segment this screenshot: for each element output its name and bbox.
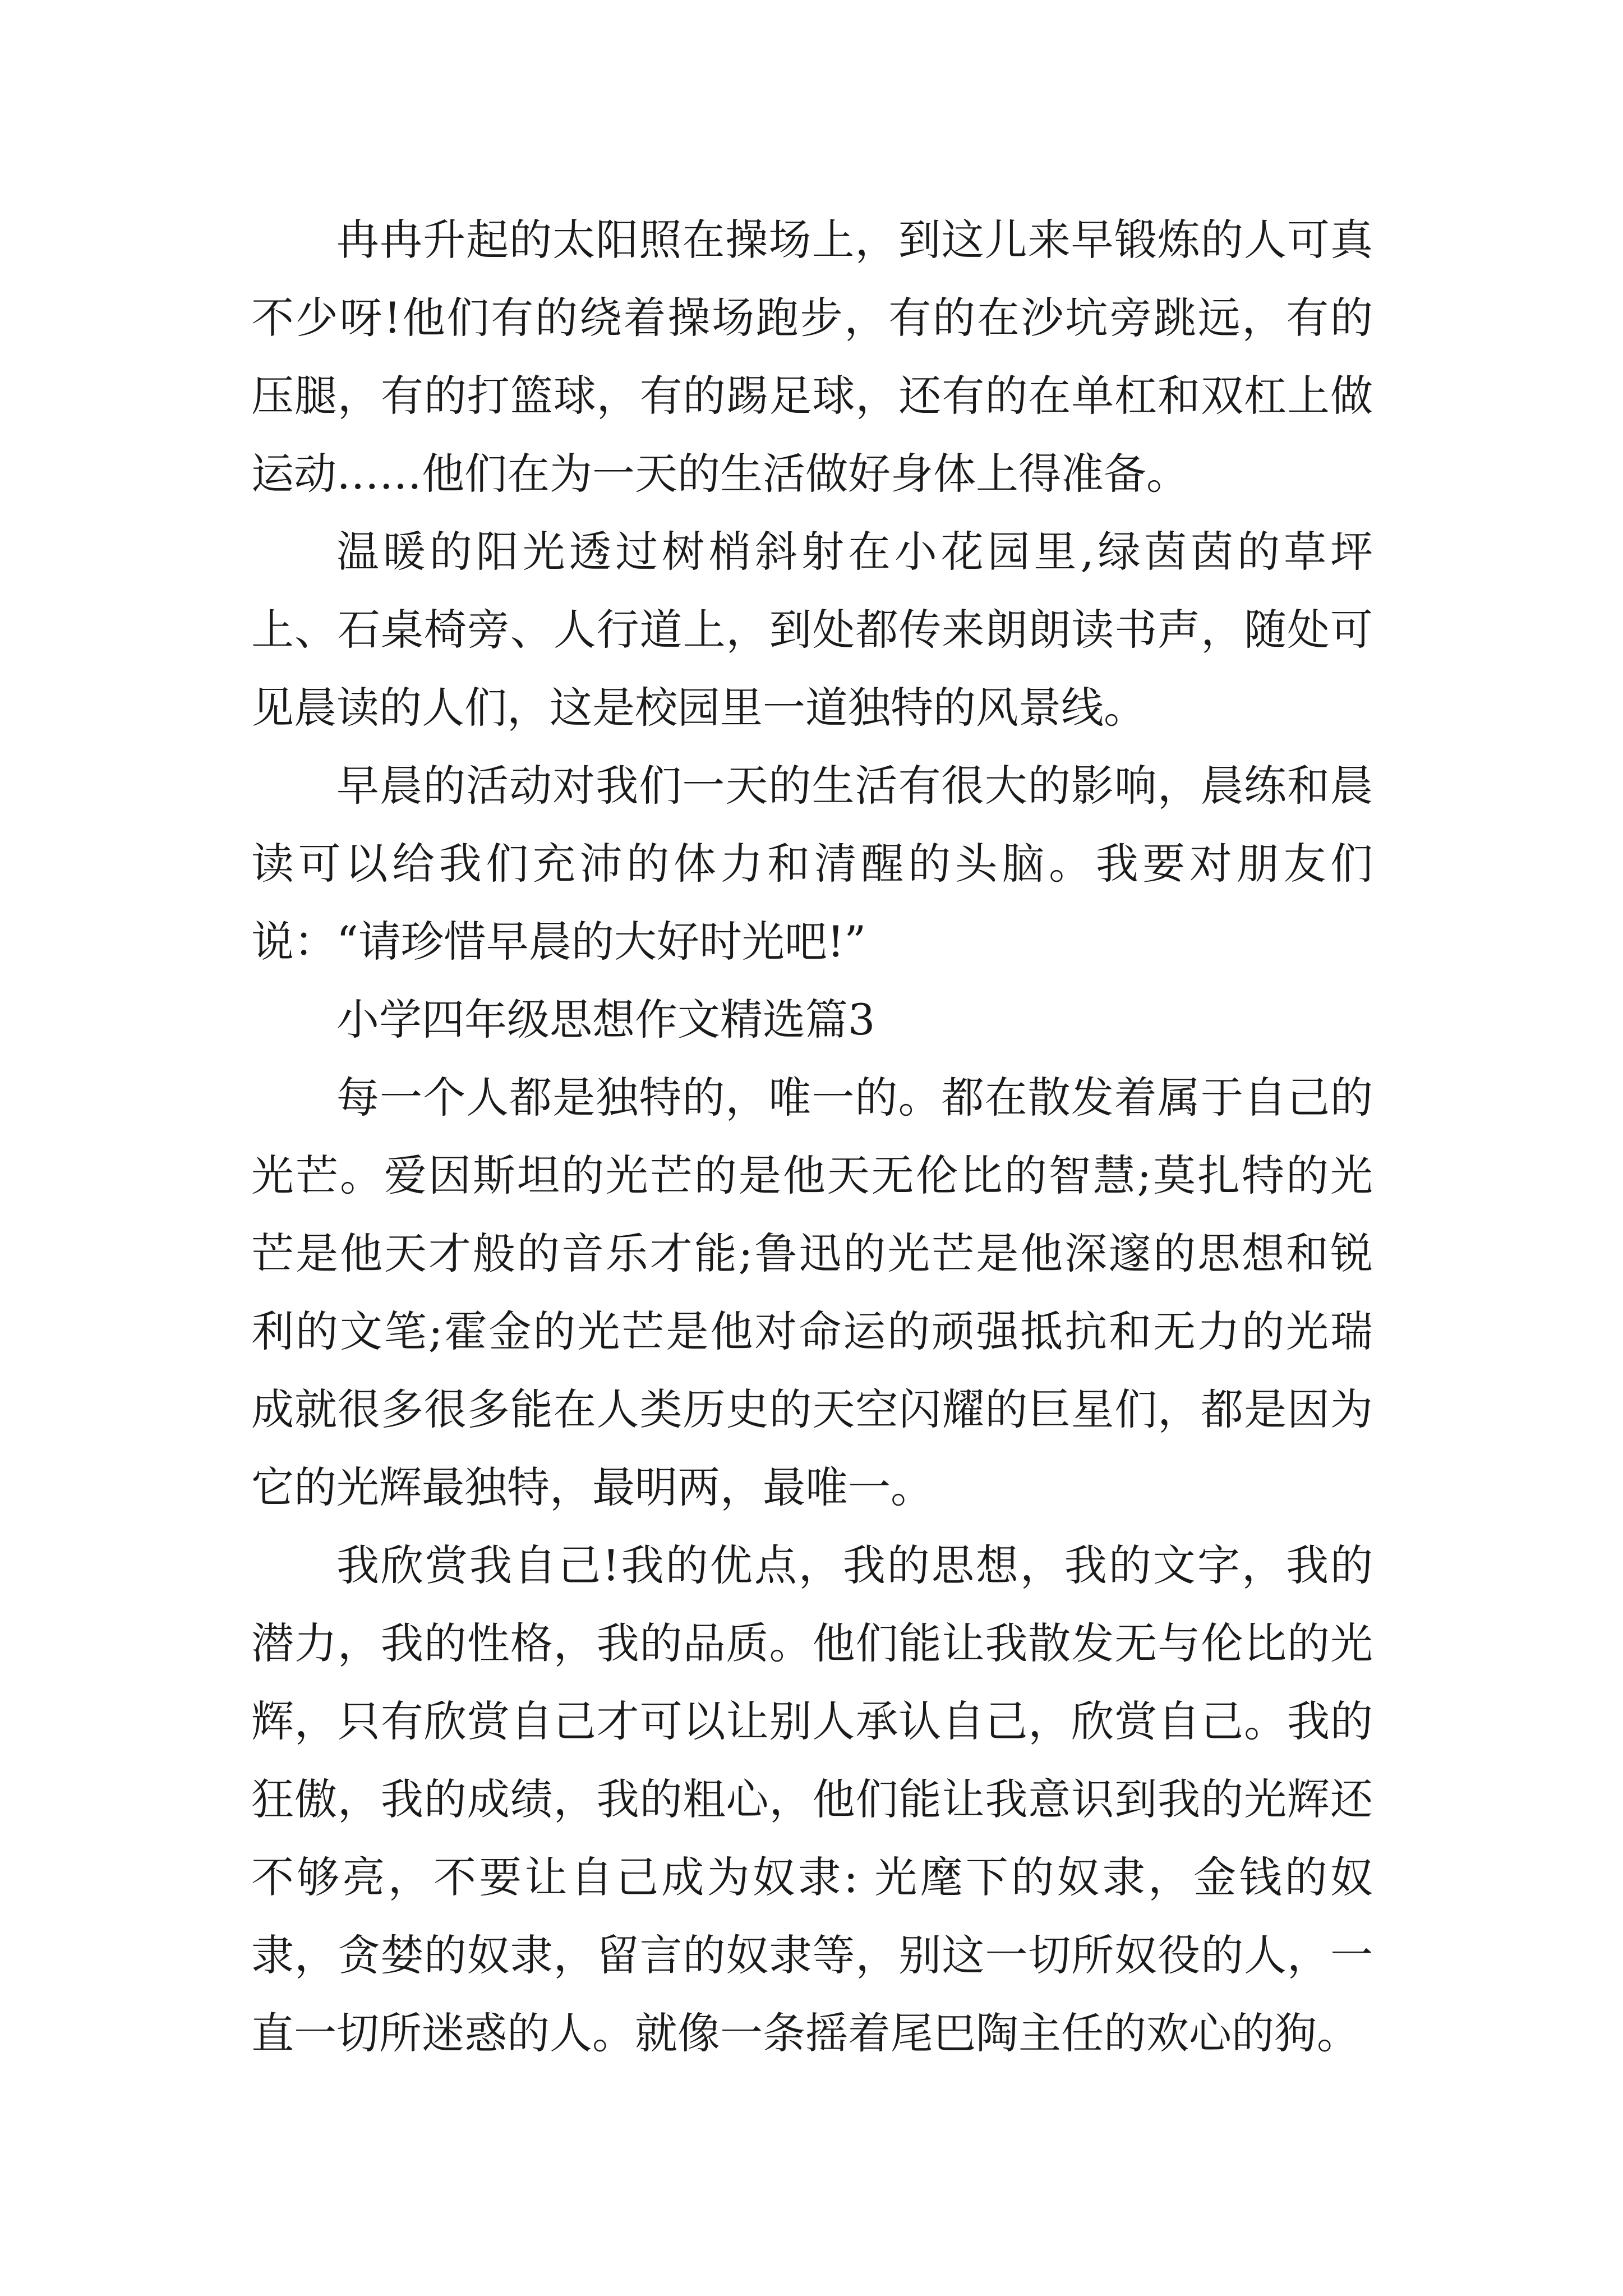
- document-body: [251, 201, 1373, 2072]
- paragraph-unique-light: 每一个人都是独特的，唯一的。都在散发着属于自己的光芒。爱因斯坦的光芒的是他天无伦比的智慧;莫扎特的光芒是他天才般的音乐才能;鲁迅的光芒是他深邃的思想和锐利的文笔;霍金的光芒是他对命运的顽强抵抗和无力的光瑞成就很多很多能在人类历史的天空闪耀的巨星们，都是因为它的光辉最独特，最明两，最唯一。: [251, 1073, 1373, 1512]
- paragraph-morning-reading: 温暖的阳光透过树梢斜射在小花园里,绿茵茵的草坪上、石桌椅旁、人行道上，到处都传来朗朗读书声，随处可见晨读的人们，这是校园里一道独特的风景线。: [251, 527, 1373, 733]
- paragraph-cherish-morning: 早晨的活动对我们一天的生活有很大的影响，晨练和晨读可以给我们充沛的体力和清醒的头脑。我要对朋友们说：“请珍惜早晨的大好时光吧!”: [251, 761, 1373, 967]
- section-heading: 小学四年级思想作文精选篇3: [336, 995, 875, 1045]
- paragraph-morning-exercise: 冉冉升起的太阳照在操场上，到这儿来早锻炼的人可真不少呀!他们有的绕着操场跑步，有的在沙坑旁跳远，有的压腿，有的打篮球，有的踢足球，还有的在单杠和双杠上做运动……他们在为一天的生活做好身体上得准备。: [251, 215, 1373, 499]
- paragraph-appreciate-self: 我欣赏我自己!我的优点，我的思想，我的文字，我的潜力，我的性格，我的品质。他们能让我散发无与伦比的光辉，只有欣赏自己才可以让别人承认自己，欣赏自己。我的狂傲，我的成绩，我的粗心，他们能让我意识到我的光辉还不够亮，不要让自己成为奴隶: 光麾下的奴隶，金钱的奴隶，贪婪的奴隶，留言的奴隶等，别这一切所奴役的人，一直一切所迷惑的人。就像一条摇着尾巴陶主任的欢心的狗。: [251, 1540, 1373, 2058]
